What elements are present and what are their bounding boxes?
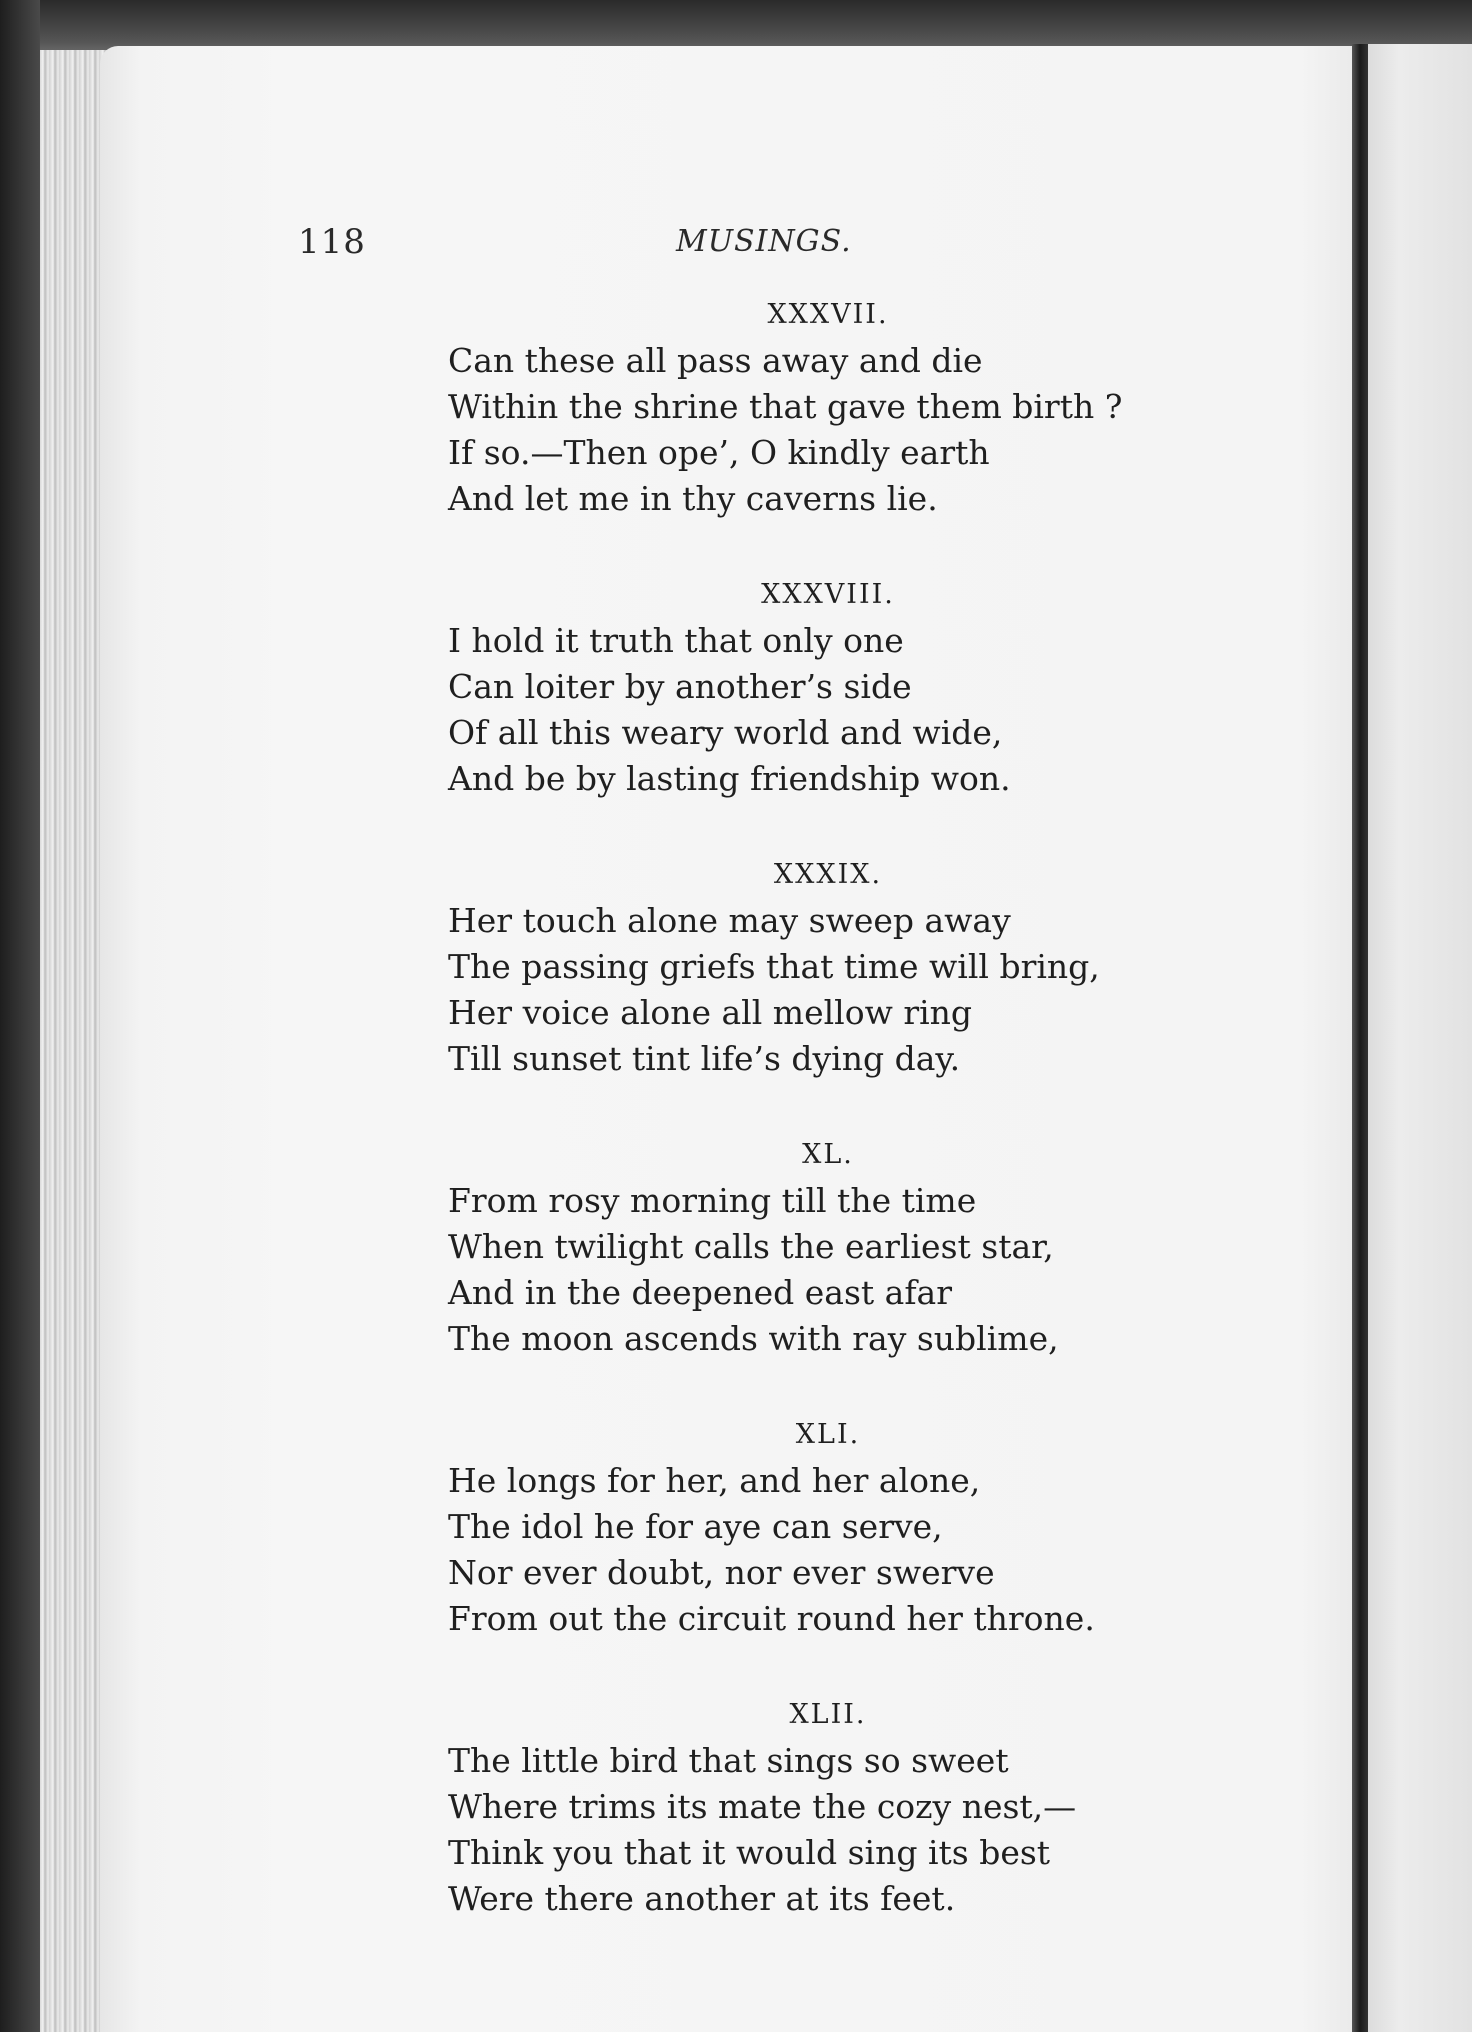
verse-line: If so.—Then ope’, O kindly earth [448,433,990,472]
verse-line: And be by lasting friendship won. [448,759,1011,798]
verse-line: When twilight calls the earliest star, [448,1227,1054,1266]
verse-line: Till sunset tint life’s dying day. [448,1039,961,1078]
stanza-numeral: XLII. [789,1699,867,1730]
page-header [0,222,1472,272]
poem-text [448,292,1168,1922]
stanza [448,292,1168,522]
verse-line: Where trims its mate the cozy nest,— [448,1787,1077,1826]
verse-line: The idol he for aye can serve, [448,1507,943,1546]
running-head: MUSINGS. [676,224,852,259]
verse-line: Her touch alone may sweep away [448,901,1011,940]
stanza-numeral: XXXVIII. [761,579,895,610]
verse-line: Nor ever doubt, nor ever swerve [448,1553,995,1592]
verse-line: Within the shrine that gave them birth ? [448,387,1123,426]
stanza-numeral: XXXVII. [767,299,889,330]
verse-line: Can loiter by another’s side [448,667,912,706]
verse-line: The passing griefs that time will bring, [448,947,1100,986]
stanza [448,852,1168,1082]
stanza-numeral: XL. [802,1139,854,1170]
verse-line: He longs for her, and her alone, [448,1461,981,1500]
scanner-frame-left [0,0,40,2032]
page-number: 118 [298,222,366,262]
verse-line: Think you that it would sing its best [448,1833,1051,1872]
verse-line: Were there another at its feet. [448,1879,956,1918]
stanza [448,1412,1168,1642]
facing-page-edge [1368,44,1472,2032]
verse-line: The moon ascends with ray sublime, [448,1319,1059,1358]
verse-line: The little bird that sings so sweet [448,1741,1009,1780]
stanza-numeral: XLI. [795,1419,861,1450]
stanza [448,1132,1168,1362]
verse-line: And let me in thy caverns lie. [448,479,938,518]
verse-line: And in the deepened east afar [448,1273,952,1312]
verse-line: Of all this weary world and wide, [448,713,1003,752]
verse-line: Her voice alone all mellow ring [448,993,973,1032]
stanza-numeral: XXXIX. [773,859,883,890]
verse-line: Can these all pass away and die [448,341,983,380]
verse-line: I hold it truth that only one [448,621,904,660]
verse-line: From out the circuit round her throne. [448,1599,1095,1638]
stanza [448,572,1168,802]
stanza [448,1692,1168,1922]
verse-line: From rosy morning till the time [448,1181,977,1220]
book-spine [1352,44,1368,2032]
